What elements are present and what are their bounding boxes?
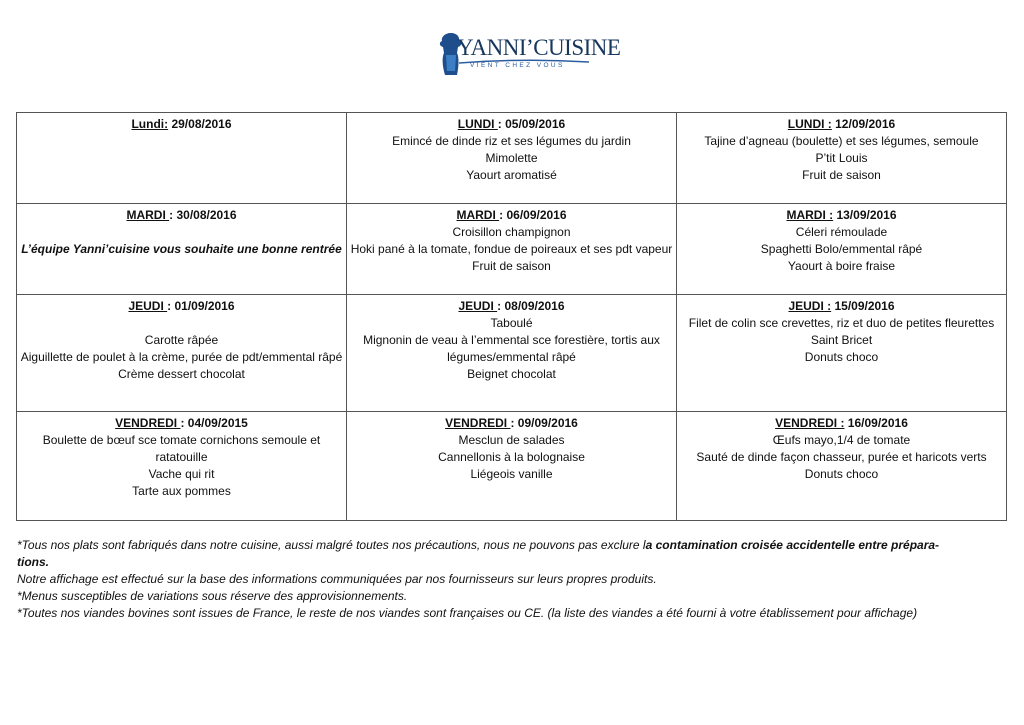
date-label: 13/09/2016 xyxy=(833,208,897,222)
menu-cell xyxy=(17,204,347,295)
day-label: Lundi: xyxy=(131,117,169,131)
dish: Taboulé xyxy=(490,316,533,330)
spacer xyxy=(19,224,344,241)
dish: Croisillon champignon xyxy=(452,225,571,239)
dish: Mignonin de veau à l’emmental sce forestière, tortis aux légumes/emmental râpé xyxy=(363,333,660,364)
note-beef-origin: *Toutes nos viandes bovines sont issues de France, le reste de nos viandes sont françaises ou CE. (la liste des viandes a été fourni à votre établissement pour affichage) xyxy=(17,606,918,620)
dish: Vache qui rit xyxy=(148,467,215,481)
menu-cell xyxy=(17,412,347,521)
day-label: MARDI xyxy=(126,208,170,222)
dish: Tajine d’agneau (boulette) et ses légumes, semoule xyxy=(704,134,979,148)
day-date xyxy=(679,298,1004,315)
menu-cell xyxy=(17,113,347,204)
date-label: : 08/09/2016 xyxy=(497,299,565,313)
day-date xyxy=(349,207,674,224)
dish: Boulette de bœuf sce tomate cornichons semoule et ratatouille xyxy=(42,433,321,464)
dish: Cannellonis à la bolognaise xyxy=(438,450,585,464)
spacer xyxy=(19,315,344,332)
date-label: : 05/09/2016 xyxy=(497,117,566,131)
yanni-cuisine-logo xyxy=(437,29,621,79)
day-date xyxy=(349,415,674,432)
dish: Yaourt à boire fraise xyxy=(787,259,896,273)
date-label: : 06/09/2016 xyxy=(499,208,567,222)
day-label: JEUDI xyxy=(458,299,498,313)
note-variations: *Menus susceptibles de variations sous réserve des approvisionnements. xyxy=(17,589,408,603)
day-date xyxy=(679,116,1004,133)
day-label: VENDREDI xyxy=(115,416,181,430)
dish: Œufs mayo,1/4 de tomate xyxy=(772,433,911,447)
dish: Sauté de dinde façon chasseur, purée et haricots verts xyxy=(696,450,987,464)
menu-cell xyxy=(17,295,347,412)
day-label: JEUDI : xyxy=(788,299,832,313)
menu-cell xyxy=(677,113,1007,204)
dish: Fruit de saison xyxy=(472,259,551,273)
table-row-thursday xyxy=(17,295,1007,412)
dish: Filet de colin sce crevettes, riz et duo de petites fleurettes xyxy=(688,316,995,330)
note-suppliers: Notre affichage est effectué sur la base des informations communiquées par nos fournisseurs sur leurs propres produits. xyxy=(17,572,657,586)
date-label: 29/08/2016 xyxy=(168,117,232,131)
dish: Donuts choco xyxy=(804,467,879,481)
dish: Saint Bricet xyxy=(810,333,873,347)
day-date xyxy=(19,415,344,432)
menu-cell xyxy=(347,113,677,204)
date-label: 15/09/2016 xyxy=(831,299,895,313)
menu-cell xyxy=(347,412,677,521)
day-date xyxy=(679,415,1004,432)
date-label: : 01/09/2016 xyxy=(167,299,235,313)
dish: Mesclun de salades xyxy=(458,433,565,447)
menu-cell xyxy=(677,204,1007,295)
day-label: MARDI xyxy=(456,208,500,222)
menu-cell xyxy=(677,295,1007,412)
date-label: : 04/09/2015 xyxy=(180,416,248,430)
table-row-monday xyxy=(17,113,1007,204)
dish: Emincé de dinde riz et ses légumes du jardin xyxy=(392,134,631,148)
menu-cell xyxy=(347,204,677,295)
day-label: LUNDI : xyxy=(787,117,832,131)
day-date xyxy=(349,116,674,133)
day-label: LUNDI xyxy=(457,117,498,131)
menu-cell xyxy=(347,295,677,412)
dish: Aiguillette de poulet à la crème, purée de pdt/emmental râpé xyxy=(20,350,343,364)
date-label: : 09/09/2016 xyxy=(510,416,578,430)
day-date xyxy=(679,207,1004,224)
dish: Liégeois vanille xyxy=(470,467,553,481)
menu-cell xyxy=(677,412,1007,521)
day-date xyxy=(19,116,344,133)
date-label: 16/09/2016 xyxy=(844,416,908,430)
day-label: VENDREDI : xyxy=(775,416,845,430)
date-label: : 30/08/2016 xyxy=(169,208,237,222)
note-allergen-emphasis: a contamination croisée accidentelle entre prépara-tions. xyxy=(17,538,940,569)
dish: Beignet chocolat xyxy=(467,367,556,381)
dish: Mimolette xyxy=(485,151,538,165)
dish: Crème dessert chocolat xyxy=(118,367,245,381)
dish: Céleri rémoulade xyxy=(795,225,888,239)
weekly-menu-table xyxy=(16,112,1007,521)
dish: Tarte aux pommes xyxy=(132,484,231,498)
dish: Hoki pané à la tomate, fondue de poireaux et ses pdt vapeur xyxy=(350,242,673,256)
table-row-tuesday xyxy=(17,204,1007,295)
note-allergen-start: *Tous nos plats sont fabriqués dans notre cuisine, aussi malgré toutes nos précautions, nous ne pouvons pas exclure l xyxy=(17,538,646,552)
day-label: VENDREDI xyxy=(445,416,511,430)
table-row-friday xyxy=(17,412,1007,521)
day-date xyxy=(349,298,674,315)
date-label: 12/09/2016 xyxy=(831,117,896,131)
note-allergen xyxy=(17,537,957,571)
day-date xyxy=(19,207,344,224)
footnotes xyxy=(17,537,957,622)
day-label: MARDI : xyxy=(786,208,834,222)
welcome-message: L’équipe Yanni’cuisine vous souhaite une bonne rentrée xyxy=(21,242,342,256)
dish: Yaourt aromatisé xyxy=(466,168,557,182)
dish: Donuts choco xyxy=(804,350,879,364)
logo-tagline: VIENT CHEZ VOUS xyxy=(470,62,565,69)
day-date xyxy=(19,298,344,315)
dish: P’tit Louis xyxy=(815,151,868,165)
day-label: JEUDI xyxy=(128,299,168,313)
dish: Spaghetti Bolo/emmental râpé xyxy=(760,242,923,256)
logo-brand: YANNI’CUISINE xyxy=(457,35,621,60)
dish: Carotte râpée xyxy=(144,333,219,347)
dish: Fruit de saison xyxy=(802,168,881,182)
